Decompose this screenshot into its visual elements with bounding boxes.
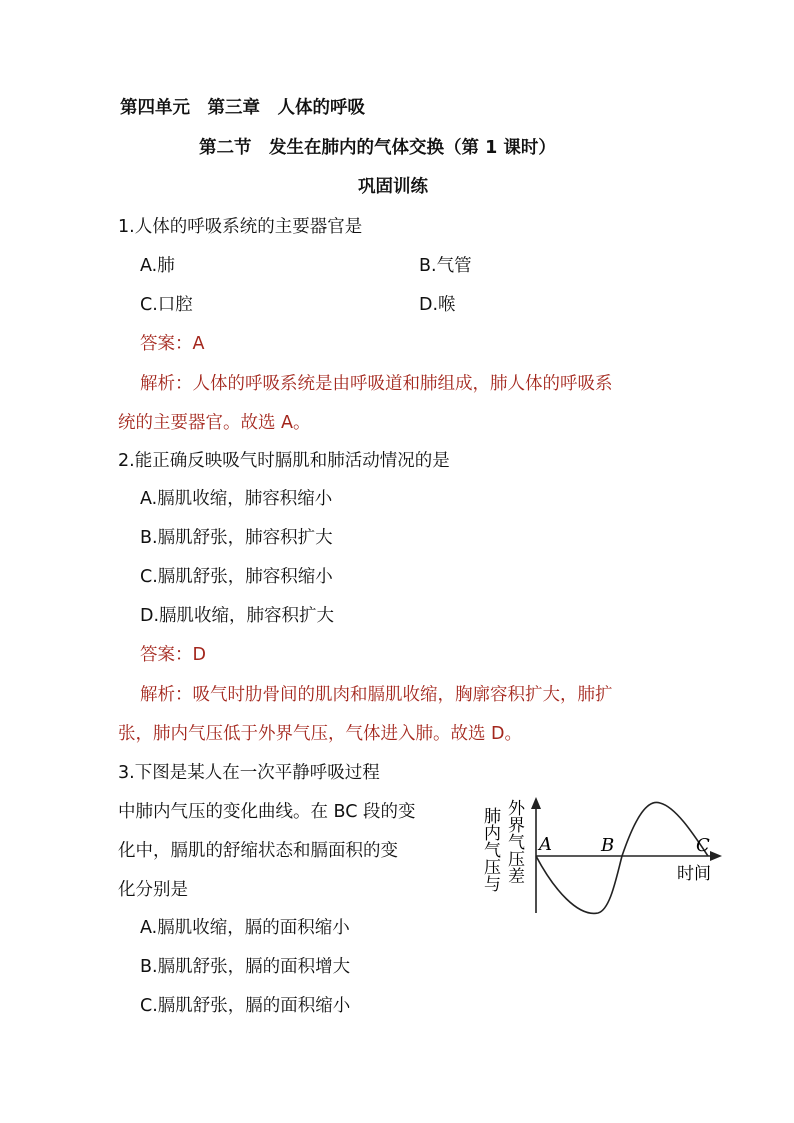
exercise-title: 巩固训练 — [358, 177, 428, 197]
pressure-curve-figure — [476, 795, 726, 920]
question-3-stem-line-3: 化中，膈肌的舒缩状态和膈面积的变 — [118, 841, 398, 861]
question-3-option-b: B.膈肌舒张，膈的面积增大 — [140, 957, 351, 977]
question-1-stem: 1.人体的呼吸系统的主要器官是 — [118, 217, 363, 237]
question-2-analysis-line-2: 张，肺内气压低于外界气压，气体进入肺。故选 D。 — [118, 724, 523, 744]
question-2-option-c: C.膈肌舒张，肺容积缩小 — [140, 567, 333, 587]
section-title: 第二节 发生在肺内的气体交换（第 1 课时） — [199, 138, 556, 158]
figure-ylabel-col-2: 外界气压差 — [504, 799, 524, 884]
unit-title: 第四单元 第三章 人体的呼吸 — [120, 98, 365, 118]
question-3-option-a: A.膈肌收缩，膈的面积缩小 — [140, 918, 350, 938]
question-2-option-b: B.膈肌舒张，肺容积扩大 — [140, 528, 333, 548]
question-1-answer: 答案：A — [140, 334, 205, 354]
question-3-stem-line-1: 3.下图是某人在一次平静呼吸过程 — [118, 763, 380, 783]
figure-ylabel-col-1: 肺内气压与 — [480, 807, 500, 892]
question-2-option-d: D.膈肌收缩，肺容积扩大 — [140, 606, 335, 626]
question-2-option-a: A.膈肌收缩，肺容积缩小 — [140, 489, 333, 509]
figure-xlabel: 时间 — [677, 864, 711, 884]
question-1-option-a: A.肺 — [140, 256, 175, 276]
question-1-analysis-line-1: 解析：人体的呼吸系统是由呼吸道和肺组成，肺人体的呼吸系 — [140, 374, 613, 394]
question-2-analysis-line-1: 解析：吸气时肋骨间的肌肉和膈肌收缩，胸廓容积扩大，肺扩 — [140, 685, 613, 705]
figure-x-axis-arrow — [710, 851, 722, 861]
question-2-stem: 2.能正确反映吸气时膈肌和肺活动情况的是 — [118, 451, 450, 471]
figure-point-b: B — [601, 835, 615, 856]
figure-y-axis-arrow — [531, 797, 541, 809]
question-1-option-d: D.喉 — [419, 295, 456, 315]
question-3-stem-line-4: 化分别是 — [118, 880, 188, 900]
figure-pressure-curve — [536, 802, 708, 913]
figure-point-a: A — [539, 834, 552, 855]
question-3-option-c: C.膈肌舒张，膈的面积缩小 — [140, 996, 351, 1016]
question-2-answer: 答案：D — [140, 645, 206, 665]
figure-point-c: C — [696, 835, 710, 856]
question-1-option-b: B.气管 — [419, 256, 472, 276]
question-1-analysis-line-2: 统的主要器官。故选 A。 — [118, 413, 311, 433]
question-3-stem-line-2: 中肺内气压的变化曲线。在 BC 段的变 — [118, 802, 416, 822]
question-1-option-c: C.口腔 — [140, 295, 193, 315]
